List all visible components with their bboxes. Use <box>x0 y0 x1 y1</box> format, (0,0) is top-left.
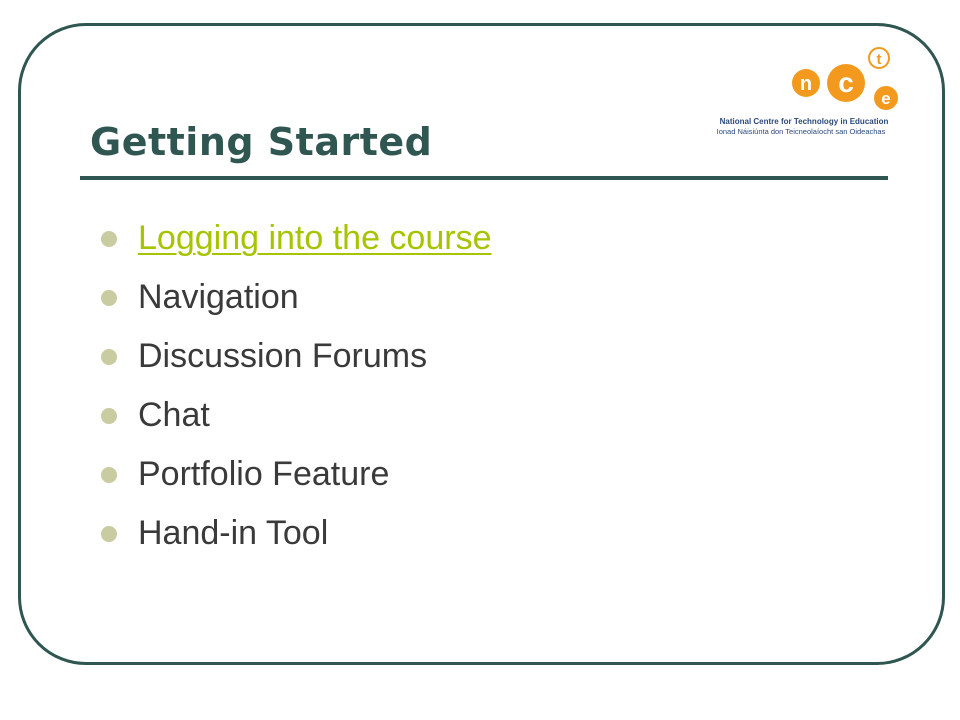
logo-letter-c: c <box>838 67 854 98</box>
list-item-label: Navigation <box>138 278 299 316</box>
list-item <box>90 504 491 563</box>
list-item[interactable] <box>90 209 491 268</box>
list-item <box>90 327 491 386</box>
list-item <box>90 445 491 504</box>
list-item-label: Hand-in Tool <box>138 514 329 552</box>
list-item-label: Discussion Forums <box>138 337 428 375</box>
logo-line-1: National Centre for Technology in Education <box>719 117 889 126</box>
bullet-dot <box>101 290 117 306</box>
logging-in-link[interactable]: Logging into the course <box>138 219 492 257</box>
ncte-logo <box>696 42 908 138</box>
bullet-dot <box>101 408 117 424</box>
bullet-dot <box>101 231 117 247</box>
list-item <box>90 268 491 327</box>
logo-letter-e: e <box>881 89 891 108</box>
logo-letter-n: n <box>799 73 813 95</box>
logo-line-2: Ionad Náisiúnta don Teicneolaíocht san Oideachas <box>716 127 886 136</box>
bullet-dot <box>101 349 117 365</box>
list-item <box>90 386 491 445</box>
logo-letter-t: t <box>876 51 882 68</box>
slide-title: Getting Started <box>90 120 433 164</box>
title-divider <box>80 176 888 180</box>
topic-list <box>90 209 491 563</box>
list-item-label: Chat <box>138 396 210 434</box>
bullet-dot <box>101 467 117 483</box>
bullet-dot <box>101 526 117 542</box>
list-item-label: Portfolio Feature <box>138 455 390 493</box>
